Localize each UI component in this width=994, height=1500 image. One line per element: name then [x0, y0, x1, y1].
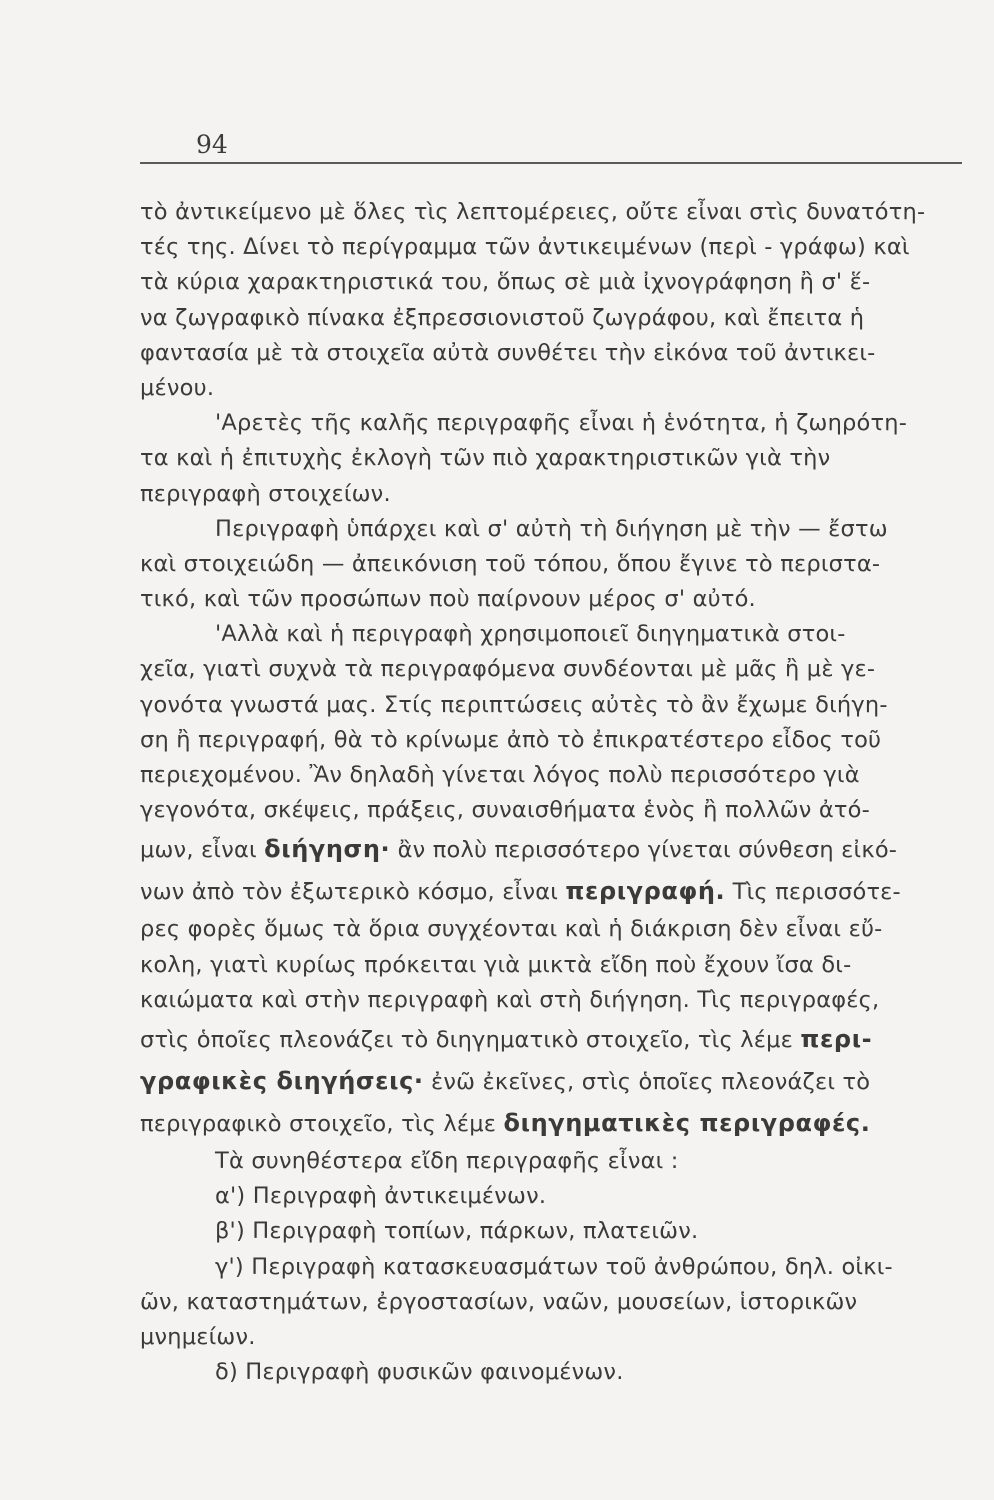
term-diigisi: διήγηση·: [264, 835, 391, 864]
body-text: [140, 195, 968, 1390]
text-line: φαντασία μὲ τὰ στοιχεῖα αὐτὰ συνθέτει τὴν εἰκόνα τοῦ ἀντικει-: [140, 339, 876, 366]
text-line: [140, 1018, 968, 1060]
text-line: γεγονότα, σκέψεις, πράξεις, συναισθήματα ἑνὸς ἢ πολλῶν ἀτό-: [140, 797, 870, 824]
text-line: [140, 1102, 968, 1144]
text-line: ση ἢ περιγραφή, θὰ τὸ κρίνωμε ἀπὸ τὸ ἐπικρατέστερο εἶδος τοῦ: [140, 726, 882, 753]
term-diigimatikes-perigrafes: διηγηματικὲς περιγραφές.: [503, 1108, 871, 1137]
text-line: ρες φορὲς ὅμως τὰ ὅρια συγχέονται καὶ ἡ διάκριση δὲν εἶναι εὔ-: [140, 916, 883, 943]
text-line: τικό, καὶ τῶν προσώπων ποὺ παίρνουν μέρος σ' αὐτό.: [140, 586, 756, 613]
text-line: 'Αλλὰ καὶ ἡ περιγραφὴ χρησιμοποιεῖ διηγηματικὰ στοι-: [215, 621, 846, 648]
text-line: χεῖα, γιατὶ συχνὰ τὰ περιγραφόμενα συνδέονται μὲ μᾶς ἢ μὲ γε-: [140, 656, 876, 683]
text-line: περιγραφὴ στοιχείων.: [140, 480, 391, 507]
text-line: τα καὶ ἡ ἐπιτυχὴς ἐκλογὴ τῶν πιὸ χαρακτηριστικῶν γιὰ τὴν: [140, 445, 831, 472]
page-number: 94: [196, 130, 228, 159]
text-line: μνημείων.: [140, 1323, 256, 1350]
text-line: [140, 1060, 968, 1102]
list-item: β') Περιγραφὴ τοπίων, πάρκων, πλατειῶν.: [215, 1218, 699, 1245]
line-text: μων, εἶναι: [140, 837, 265, 864]
line-text: νων ἀπὸ τὸν ἐξωτερικὸ κόσμο, εἶναι: [140, 879, 566, 906]
text-line: να ζωγραφικὸ πίνακα ἐξπρεσσιονιστοῦ ζωγράφου, καὶ ἔπειτα ἡ: [140, 304, 865, 331]
line-text: ἂν πολὺ περισσότερο γίνεται σύνθεση εἰκό-: [390, 837, 898, 864]
text-line: [140, 828, 968, 870]
term-perigrafi: περιγραφή.: [565, 877, 726, 906]
list-item: α') Περιγραφὴ ἀντικειμένων.: [215, 1183, 547, 1210]
text-line: ῶν, καταστημάτων, ἐργοστασίων, ναῶν, μουσείων, ἱστορικῶν: [140, 1288, 858, 1315]
line-text: περιγραφικὸ στοιχεῖο, τὶς λέμε: [140, 1110, 504, 1137]
text-line: Περιγραφὴ ὑπάρχει καὶ σ' αὐτὴ τὴ διήγηση μὲ τὴν — ἔστω: [215, 515, 888, 542]
line-text: στὶς ὁποῖες πλεονάζει τὸ διηγηματικὸ στοιχεῖο, τὶς λέμε: [140, 1026, 801, 1053]
text-line: καιώματα καὶ στὴν περιγραφὴ καὶ στὴ διήγηση. Τὶς περιγραφές,: [140, 986, 880, 1013]
text-line: τὸ ἀντικείμενο μὲ ὅλες τὶς λεπτομέρειες, οὔτε εἶναι στὶς δυνατότη-: [140, 199, 926, 225]
text-line: περιεχομένου. Ἂν δηλαδὴ γίνεται λόγος πολὺ περισσότερο γιὰ: [140, 762, 860, 788]
line-text: Τὶς περισσότε-: [725, 879, 901, 906]
text-line: καὶ στοιχειώδη — ἀπεικόνιση τοῦ τόπου, ὅπου ἔγινε τὸ περιστα-: [140, 550, 881, 577]
text-line: γονότα γνωστά μας. Στίς περιπτώσεις αὐτὲς τὸ ἂν ἔχωμε διήγη-: [140, 691, 888, 718]
text-line: 'Αρετὲς τῆς καλῆς περιγραφῆς εἶναι ἡ ἑνότητα, ἡ ζωηρότη-: [215, 410, 908, 437]
text-line: [140, 870, 968, 912]
term-perigrafikes-diigiseis: γραφικὲς διηγήσεις·: [140, 1066, 424, 1095]
text-line: τές της. Δίνει τὸ περίγραμμα τῶν ἀντικειμένων (περὶ - γράφω) καὶ: [140, 234, 910, 261]
header-rule: [140, 162, 962, 164]
list-item: δ) Περιγραφὴ φυσικῶν φαινομένων.: [215, 1359, 624, 1386]
text-line: κολη, γιατὶ κυρίως πρόκειται γιὰ μικτὰ εἴδη ποὺ ἔχουν ἴσα δι-: [140, 951, 852, 978]
text-line: Τὰ συνηθέστερα εἴδη περιγραφῆς εἶναι :: [215, 1147, 679, 1174]
text-line: τὰ κύρια χαρακτηριστικά του, ὅπως σὲ μιὰ ἰχνογράφηση ἢ σ' ἕ-: [140, 269, 871, 296]
list-item: γ') Περιγραφὴ κατασκευασμάτων τοῦ ἀνθρώπου, δηλ. οἰκι-: [215, 1253, 893, 1280]
text-line: μένου.: [140, 374, 215, 401]
term-perigrafikes-part1: περι-: [800, 1024, 873, 1053]
line-text: ἐνῶ ἐκεῖνες, στὶς ὁποῖες πλεονάζει τὸ: [423, 1068, 871, 1095]
